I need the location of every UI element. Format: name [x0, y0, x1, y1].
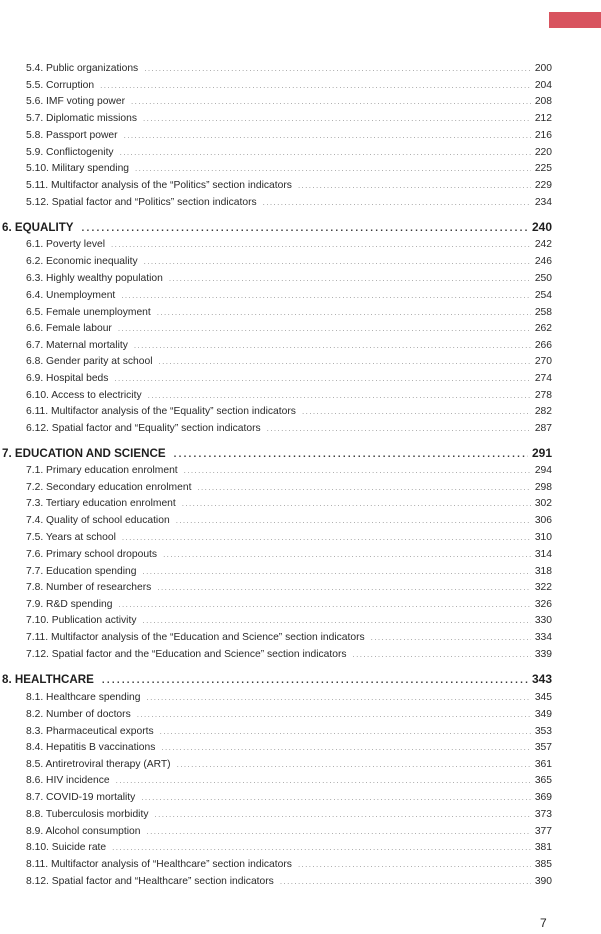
toc-entry-title: 7.3. Tertiary education enrolment: [26, 498, 176, 509]
toc-entry-title: 8.10. Suicide rate: [26, 842, 107, 853]
toc-entry-page: 262: [534, 323, 552, 334]
dot-leader: [182, 497, 531, 511]
dot-leader: [298, 858, 531, 872]
toc-entry: [26, 238, 552, 252]
toc-entry-page: 373: [534, 809, 552, 820]
toc-entry: [26, 162, 552, 176]
dot-leader: [82, 222, 528, 236]
toc-entry-title: 7.7. Education spending: [26, 566, 137, 577]
toc-entry-title: 6.1. Poverty level: [26, 239, 105, 250]
toc-entry-title: 7.10. Publication activity: [26, 615, 137, 626]
toc-entry-title: 7.11. Multifactor analysis of the “Education and Science” section indicators: [26, 632, 365, 643]
toc-entry: [26, 306, 552, 320]
dot-leader: [144, 62, 531, 76]
toc-entry: [26, 196, 552, 210]
toc-entry: [26, 875, 552, 889]
toc-entry-title: 7.4. Quality of school education: [26, 515, 170, 526]
toc-entry-title: 5.10. Military spending: [26, 163, 130, 174]
toc-entry-page: 225: [534, 163, 552, 174]
page-number: 7: [540, 916, 547, 930]
toc-entry-page: 306: [534, 515, 552, 526]
toc-entry-title: 8.2. Number of doctors: [26, 709, 131, 720]
toc-entry-title: 8.7. COVID-19 mortality: [26, 792, 136, 803]
toc-entry-page: 298: [534, 482, 552, 493]
dot-leader: [163, 548, 531, 562]
toc-entry: [26, 464, 552, 478]
dot-leader: [169, 272, 531, 286]
toc-entry: [26, 322, 552, 336]
toc-entry-page: 330: [534, 615, 552, 626]
dot-leader: [148, 389, 531, 403]
toc-entry: [26, 112, 552, 126]
toc-entry: [26, 372, 552, 386]
toc-entry-title: 8.3. Pharmaceutical exports: [26, 726, 154, 737]
toc-entry-title: 6.4. Unemployment: [26, 290, 116, 301]
toc-entry-page: 278: [534, 390, 552, 401]
toc-entry-page: 200: [534, 63, 552, 74]
toc-entry-title: 6.6. Female labour: [26, 323, 112, 334]
toc-entry-page: 220: [534, 147, 552, 158]
toc-entry-page: 361: [534, 759, 552, 770]
toc-entry-title: 8. HEALTHCARE: [2, 673, 94, 686]
toc-entry: [26, 858, 552, 872]
toc-entry: [26, 62, 552, 76]
toc-entry-page: 234: [534, 197, 552, 208]
toc-entry: [26, 774, 552, 788]
dot-leader: [176, 514, 531, 528]
dot-leader: [298, 179, 531, 193]
dot-leader: [122, 531, 531, 545]
toc-entry-page: 349: [534, 709, 552, 720]
dot-leader: [144, 255, 531, 269]
toc-entry: [26, 255, 552, 269]
toc-entry-page: 369: [534, 792, 552, 803]
toc-entry-title: 8.9. Alcohol consumption: [26, 826, 141, 837]
dot-leader: [118, 322, 531, 336]
toc-entry-page: 345: [534, 692, 552, 703]
toc-entry: [26, 272, 552, 286]
toc-entry-title: 8.1. Healthcare spending: [26, 692, 141, 703]
toc-entry-page: 258: [534, 307, 552, 318]
toc-entry: [26, 614, 552, 628]
dot-leader: [197, 481, 530, 495]
dot-leader: [142, 614, 530, 628]
toc-entry-page: 314: [534, 549, 552, 560]
toc-entry-title: 6.10. Access to electricity: [26, 390, 142, 401]
toc-entry-page: 240: [531, 220, 552, 234]
dot-leader: [353, 648, 531, 662]
toc-entry-page: 287: [534, 423, 552, 434]
toc-entry-page: 326: [534, 599, 552, 610]
toc-entry-page: 250: [534, 273, 552, 284]
toc-entry-title: 7.5. Years at school: [26, 532, 116, 543]
toc-entry-title: 5.11. Multifactor analysis of the “Politics” section indicators: [26, 180, 292, 191]
toc-entry-title: 8.8. Tuberculosis morbidity: [26, 809, 149, 820]
toc-entry: [26, 95, 552, 109]
toc-entry: [26, 648, 552, 662]
toc-entry: [26, 631, 552, 645]
dot-leader: [116, 774, 531, 788]
dot-leader: [157, 581, 530, 595]
toc-entry-title: 6.11. Multifactor analysis of the “Equality” section indicators: [26, 406, 296, 417]
toc-entry: [26, 825, 552, 839]
toc-entry-page: 291: [531, 446, 552, 460]
toc-entry-title: 7. EDUCATION AND SCIENCE: [2, 447, 166, 460]
toc-entry-page: 385: [534, 859, 552, 870]
toc-entry-title: 8.4. Hepatitis B vaccinations: [26, 742, 156, 753]
dot-leader: [114, 372, 530, 386]
dot-leader: [159, 355, 531, 369]
toc-entry-page: 254: [534, 290, 552, 301]
toc-entry-title: 7.9. R&D spending: [26, 599, 113, 610]
dot-leader: [371, 631, 531, 645]
dot-leader: [184, 464, 531, 478]
toc-entry-page: 377: [534, 826, 552, 837]
toc-entry-title: 5.4. Public organizations: [26, 63, 139, 74]
toc-entry-page: 334: [534, 632, 552, 643]
dot-leader: [143, 565, 531, 579]
toc-entry-title: 6.7. Maternal mortality: [26, 340, 128, 351]
toc-entry-page: 208: [534, 96, 552, 107]
toc-entry: [26, 79, 552, 93]
toc-entry-title: 6.8. Gender parity at school: [26, 356, 153, 367]
dot-leader: [143, 112, 531, 126]
toc-section-heading: [2, 220, 552, 236]
dot-leader: [174, 448, 528, 462]
toc-entry-page: 266: [534, 340, 552, 351]
dot-leader: [161, 741, 530, 755]
toc-entry: [26, 422, 552, 436]
toc-entry-page: 357: [534, 742, 552, 753]
toc-entry-title: 6.12. Spatial factor and “Equality” section indicators: [26, 423, 261, 434]
toc-entry-page: 381: [534, 842, 552, 853]
dot-leader: [280, 875, 531, 889]
toc-entry-title: 5.7. Diplomatic missions: [26, 113, 138, 124]
toc-entry-page: 282: [534, 406, 552, 417]
toc-entry: [26, 791, 552, 805]
toc-entry: [26, 691, 552, 705]
toc-entry: [26, 808, 552, 822]
toc-entry: [26, 758, 552, 772]
toc-entry-title: 6.3. Highly wealthy population: [26, 273, 163, 284]
toc-section-heading: [2, 446, 552, 462]
dot-leader: [135, 162, 531, 176]
toc-entry-title: 5.6. IMF voting power: [26, 96, 126, 107]
dot-leader: [141, 791, 531, 805]
toc-entry: [26, 481, 552, 495]
toc-entry-page: 216: [534, 130, 552, 141]
toc-entry-title: 6.5. Female unemployment: [26, 307, 151, 318]
toc-entry: [26, 289, 552, 303]
toc-entry-page: 390: [534, 876, 552, 887]
toc-entry-title: 5.9. Conflictogenity: [26, 147, 114, 158]
toc-entry-page: 365: [534, 775, 552, 786]
toc-entry-title: 5.12. Spatial factor and “Politics” section indicators: [26, 197, 257, 208]
toc-entry: [26, 565, 552, 579]
toc-entry-page: 339: [534, 649, 552, 660]
toc-entry: [26, 548, 552, 562]
toc-entry-title: 6.9. Hospital beds: [26, 373, 109, 384]
toc-entry: [26, 741, 552, 755]
dot-leader: [177, 758, 531, 772]
toc-entry-title: 5.5. Corruption: [26, 80, 95, 91]
toc-entry: [26, 339, 552, 353]
toc-entry-title: 8.11. Multifactor analysis of “Healthcare” section indicators: [26, 859, 292, 870]
toc-entry-title: 6.2. Economic inequality: [26, 256, 138, 267]
dot-leader: [120, 146, 531, 160]
dot-leader: [154, 808, 530, 822]
toc-entry: [26, 725, 552, 739]
toc-entry-page: 204: [534, 80, 552, 91]
toc-section-heading: [2, 672, 552, 688]
toc-entry: [26, 179, 552, 193]
toc-entry-title: 7.1. Primary education enrolment: [26, 465, 178, 476]
toc-entry-title: 8.12. Spatial factor and “Healthcare” section indicators: [26, 876, 274, 887]
toc-entry-page: 353: [534, 726, 552, 737]
toc-entry: [26, 531, 552, 545]
dot-leader: [118, 598, 530, 612]
dot-leader: [102, 674, 528, 688]
toc-entry: [26, 146, 552, 160]
toc-entry: [26, 355, 552, 369]
dot-leader: [302, 405, 531, 419]
toc-entry-page: 229: [534, 180, 552, 191]
toc-entry: [26, 497, 552, 511]
dot-leader: [100, 79, 531, 93]
dot-leader: [157, 306, 531, 320]
toc-entry-page: 270: [534, 356, 552, 367]
dot-leader: [131, 95, 531, 109]
toc-entry-title: 6. EQUALITY: [2, 221, 74, 234]
toc-entry: [26, 581, 552, 595]
dot-leader: [146, 825, 530, 839]
toc-entry: [26, 129, 552, 143]
toc-entry-page: 274: [534, 373, 552, 384]
toc-entry: [26, 514, 552, 528]
dot-leader: [111, 238, 531, 252]
toc-entry-title: 7.2. Secondary education enrolment: [26, 482, 192, 493]
toc-entry: [26, 708, 552, 722]
toc-entry-page: 294: [534, 465, 552, 476]
toc-entry-page: 246: [534, 256, 552, 267]
toc-entry: [26, 389, 552, 403]
dot-leader: [121, 289, 531, 303]
toc-entry-page: 322: [534, 582, 552, 593]
dot-leader: [160, 725, 531, 739]
toc-entry-title: 7.8. Number of researchers: [26, 582, 152, 593]
toc-entry-title: 7.12. Spatial factor and the “Education and Science” section indicators: [26, 649, 347, 660]
toc-entry-page: 310: [534, 532, 552, 543]
toc-entry-page: 302: [534, 498, 552, 509]
toc-entry-page: 318: [534, 566, 552, 577]
dot-leader: [267, 422, 531, 436]
dot-leader: [124, 129, 531, 143]
toc-entry-title: 8.6. HIV incidence: [26, 775, 110, 786]
dot-leader: [134, 339, 531, 353]
toc-entry: [26, 841, 552, 855]
toc-entry-page: 212: [534, 113, 552, 124]
dot-leader: [263, 196, 531, 210]
dot-leader: [137, 708, 531, 722]
toc-entry: [26, 598, 552, 612]
toc-entry-page: 343: [531, 672, 552, 686]
dot-leader: [112, 841, 531, 855]
toc-entry-title: 7.6. Primary school dropouts: [26, 549, 158, 560]
toc-entry: [26, 405, 552, 419]
toc-entry-title: 5.8. Passport power: [26, 130, 118, 141]
toc-entry-title: 8.5. Antiretroviral therapy (ART): [26, 759, 171, 770]
dot-leader: [147, 691, 531, 705]
toc-entry-page: 242: [534, 239, 552, 250]
